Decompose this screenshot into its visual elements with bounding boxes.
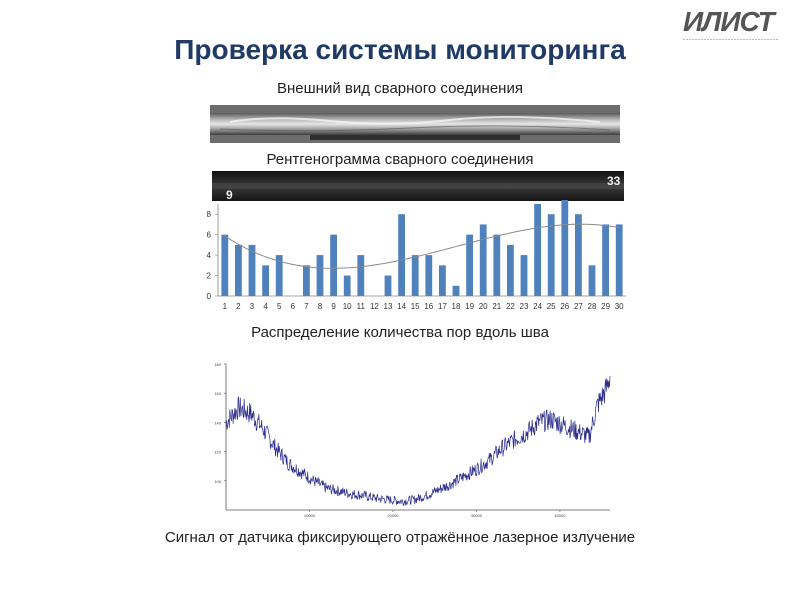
- x-tick-label: 13: [383, 302, 393, 311]
- bar: [480, 224, 487, 296]
- bar: [262, 265, 269, 296]
- caption-radiograph: Рентгенограмма сварного соединения: [266, 151, 534, 168]
- y-tick-label: 120: [214, 449, 221, 455]
- bar: [425, 255, 432, 296]
- bar: [303, 265, 310, 296]
- x-tick-label: 21: [492, 302, 502, 311]
- x-tick-label: 2: [236, 302, 241, 311]
- radiograph-mark-right: 33: [607, 174, 621, 188]
- y-tick-label: 100: [214, 478, 221, 484]
- x-tick-label: 29: [601, 302, 611, 311]
- bar: [344, 276, 351, 296]
- x-tick-label: 6: [290, 302, 296, 311]
- bar: [589, 265, 596, 296]
- trend-line: [225, 224, 619, 268]
- x-tick-label: 25: [546, 302, 556, 311]
- x-tick-label: 22: [505, 302, 515, 311]
- x-tick-label: 1: [222, 302, 228, 311]
- x-tick-label: 17: [437, 302, 447, 311]
- x-tick-label: 30000: [470, 513, 482, 518]
- x-tick-label: 14: [397, 302, 407, 311]
- bar: [561, 200, 568, 296]
- x-tick-label: 26: [560, 302, 570, 311]
- x-tick-label: 8: [317, 302, 323, 311]
- x-tick-label: 19: [465, 302, 475, 311]
- y-tick-label: 0: [206, 292, 211, 301]
- y-tick-label: 140: [214, 420, 221, 426]
- x-tick-label: 5: [276, 302, 282, 311]
- caption-pore-distribution: Распределение количества пор вдоль шва: [251, 324, 549, 341]
- x-tick-label: 11: [356, 302, 365, 311]
- logo-wordmark: ИЛИСТ: [683, 6, 774, 37]
- y-tick-label: 180: [214, 362, 221, 367]
- y-tick-label: 2: [206, 271, 211, 281]
- bar: [317, 255, 324, 296]
- sensor-signal-chart: [204, 358, 616, 518]
- bar: [507, 245, 514, 296]
- x-tick-label: 15: [410, 302, 420, 311]
- caption-weld-view: Внешний вид сварного соединения: [277, 80, 523, 97]
- x-tick-label: 3: [249, 302, 255, 311]
- bar: [439, 265, 446, 296]
- x-tick-label: 27: [573, 302, 583, 311]
- x-tick-label: 28: [587, 302, 597, 311]
- pore-distribution-chart: [196, 200, 632, 316]
- bar: [453, 286, 460, 296]
- x-tick-label: 16: [424, 302, 434, 311]
- x-tick-label: 23: [519, 302, 529, 311]
- bar: [221, 235, 228, 296]
- bar: [398, 214, 405, 296]
- bar: [493, 235, 500, 296]
- bar: [534, 204, 541, 296]
- x-tick-label: 10000: [303, 513, 316, 518]
- bar: [521, 255, 528, 296]
- x-tick-label: 24: [533, 302, 543, 311]
- x-tick-label: 12: [369, 302, 379, 311]
- x-tick-label: 20: [478, 302, 488, 311]
- signal-line: [226, 376, 610, 506]
- x-tick-label: 18: [451, 302, 461, 311]
- bar: [330, 235, 337, 296]
- x-tick-label: 4: [263, 302, 268, 311]
- bar: [616, 224, 623, 296]
- x-tick-label: 10: [342, 302, 352, 311]
- bar: [412, 255, 419, 296]
- y-tick-label: 4: [206, 251, 211, 261]
- bar: [235, 245, 242, 296]
- x-tick-label: 20000: [387, 513, 399, 518]
- x-tick-label: 7: [304, 302, 309, 311]
- y-tick-label: 6: [206, 230, 211, 240]
- y-tick-label: 8: [206, 210, 211, 220]
- caption-sensor-signal: Сигнал от датчика фиксирующего отражённое лазерное излучение: [164, 529, 636, 546]
- radiograph-mark-left: 9: [226, 188, 233, 201]
- radiograph-image: [212, 171, 624, 201]
- y-tick-label: 160: [214, 391, 221, 397]
- bar: [602, 224, 609, 296]
- x-tick-label: 30: [614, 302, 624, 311]
- bar: [385, 276, 392, 296]
- bar: [575, 214, 582, 296]
- x-tick-label: 9: [331, 302, 336, 311]
- bar: [357, 255, 364, 296]
- x-tick-label: 40000: [554, 513, 566, 518]
- page-title: Проверка системы мониторинга: [174, 34, 626, 65]
- weld-seam-photo: [210, 105, 620, 143]
